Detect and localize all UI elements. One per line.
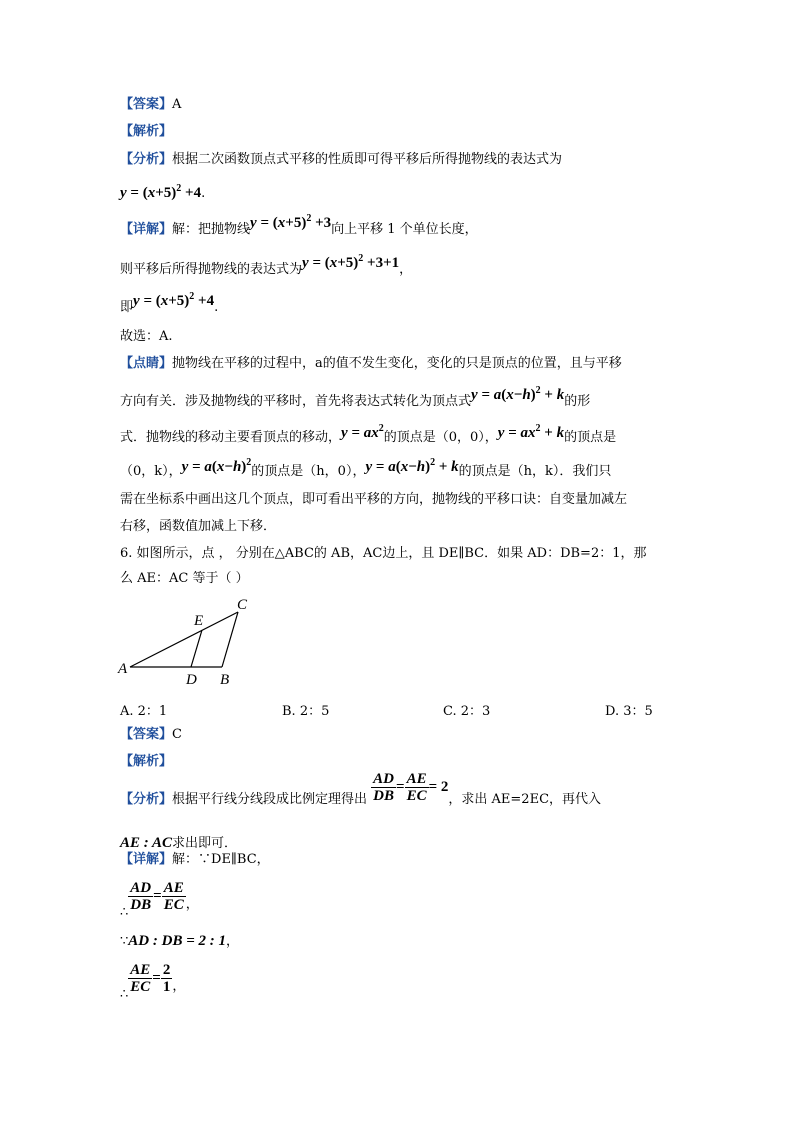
q5-line2: 则平移后所得抛物线的表达式为$y = (x+5)^2 +3+1$， xyxy=(120,253,413,277)
formula-result: $y = (x+5)^2 +4$ xyxy=(120,183,202,201)
fenxi-fraction-ae-ec: $\frac{AE}{EC}$ xyxy=(406,771,427,804)
q6-answer-value: C xyxy=(172,727,182,742)
answer-tag: 【答案】 xyxy=(120,97,173,112)
step3-fraction-right: $\frac{2}{1}$ xyxy=(162,962,171,995)
step3-fraction-left: $\frac{AE}{EC}$ xyxy=(130,962,151,995)
label-b: B xyxy=(220,672,230,688)
q5-analysis-tag: 【解析】 xyxy=(120,124,173,139)
q5-detail-line: 【详解】解：把抛物线$y = (x+5)^2 +3$向上平移 1 个单位长度， xyxy=(120,213,478,237)
step2-formula: AD : DB = 2 : 1 xyxy=(128,933,226,949)
option-c: C. 2：3 xyxy=(443,704,491,719)
q6-stem-2: 么 AE：AC 等于（ ） xyxy=(120,571,249,586)
fenxi-tag: 【分析】 xyxy=(120,152,173,167)
label-e: E xyxy=(194,613,204,629)
q5-dianjing-6: 右移，函数值加减上下移． xyxy=(120,519,277,534)
q5-formula-result: $y = (x+5)^2 +4$. xyxy=(120,183,206,201)
line3-formula: $y = (x+5)^2 +4$ xyxy=(133,291,215,309)
step1-fraction-right: $\frac{AE}{EC}$ xyxy=(163,880,184,913)
detail-formula: $y = (x+5)^2 +3$ xyxy=(250,213,332,231)
q6-fenxi-line: 【分析】根据平行线分线段成比例定理得出 $\frac{AD}{DB}$ = $\frac{AE}{EC}$ = 2，求出 AE=2EC，再代入 xyxy=(120,771,602,807)
step1-fraction-left: $\frac{AD}{DB}$ xyxy=(130,880,152,913)
label-d: D xyxy=(186,672,197,688)
q6-fenxi-line2: AE : AC求出即可． xyxy=(120,835,237,851)
detail-tag: 【详解】 xyxy=(120,222,173,237)
label-c: C xyxy=(237,597,248,613)
q5-dianjing-2: 方向有关．涉及抛物线的平移时，首先将表达式转化为顶点式$y = a(x-h)^2 + k$的形 xyxy=(120,385,591,409)
label-a: A xyxy=(118,661,128,677)
q6-stem-1: 6. 如图所示，点 ， 分别在△ABC的 AB，AC边上，且 DE∥BC．如果 AD：DB=2：1，那 xyxy=(120,546,647,561)
line2-formula: $y = (x+5)^2 +3+1$ xyxy=(302,253,400,271)
fenxi-ratio: AE : AC xyxy=(120,835,172,851)
dianjing-tag: 【点睛】 xyxy=(120,356,173,371)
option-a: A. 2：1 xyxy=(120,704,168,719)
option-b: B. 2：5 xyxy=(282,704,330,719)
q6-answer-line: 【答案】C xyxy=(120,727,182,742)
q6-step2: ∵AD : DB = 2 : 1， xyxy=(120,933,240,949)
q6-step3: ∴ $\frac{AE}{EC}$ = $\frac{2}{1}$ ， xyxy=(120,962,186,1002)
segment-ac xyxy=(130,612,238,667)
answer-value: A xyxy=(172,97,182,112)
q5-fenxi-line xyxy=(120,151,562,169)
q5-choose: 故选：A. xyxy=(120,329,173,344)
q6-analysis-tag: 【解析】 xyxy=(120,754,173,769)
q5-dianjing-3: 式．抛物线的移动主要看顶点的移动，$y = ax^2$的顶点是（0，0），$y = ax^2 + k$的顶点是 xyxy=(120,423,617,445)
fenxi-text: 根据二次函数顶点式平移的性质即可得平移后所得抛物线的表达式为 xyxy=(172,152,563,167)
q5-dianjing-1: 【点睛】抛物线在平移的过程中，a的值不发生变化，变化的只是顶点的位置，且与平移 xyxy=(120,356,622,371)
q6-detail-line: 【详解】解：∵DE∥BC， xyxy=(120,852,270,867)
q5-dianjing-5: 需在坐标系中画出这几个顶点，即可看出平移的方向，抛物线的平移口诀：自变量加减左 xyxy=(120,492,628,507)
triangle-figure xyxy=(116,592,256,688)
segment-bc xyxy=(222,612,238,667)
option-d: D. 3：5 xyxy=(605,704,653,719)
q5-line3: 即$y = (x+5)^2 +4$. xyxy=(120,291,219,315)
q5-dianjing-4: （0，k），$y = a(x-h)^2$的顶点是（h，0），$y = a(x-h)^2 + k$的顶点是（h，k）．我们只 xyxy=(120,457,612,479)
fenxi-fraction-ad-db: $\frac{AD}{DB}$ xyxy=(373,771,395,804)
q5-answer-line xyxy=(120,96,181,114)
q6-step1: ∴ $\frac{AD}{DB}$ = $\frac{AE}{EC}$ ， xyxy=(120,880,199,920)
